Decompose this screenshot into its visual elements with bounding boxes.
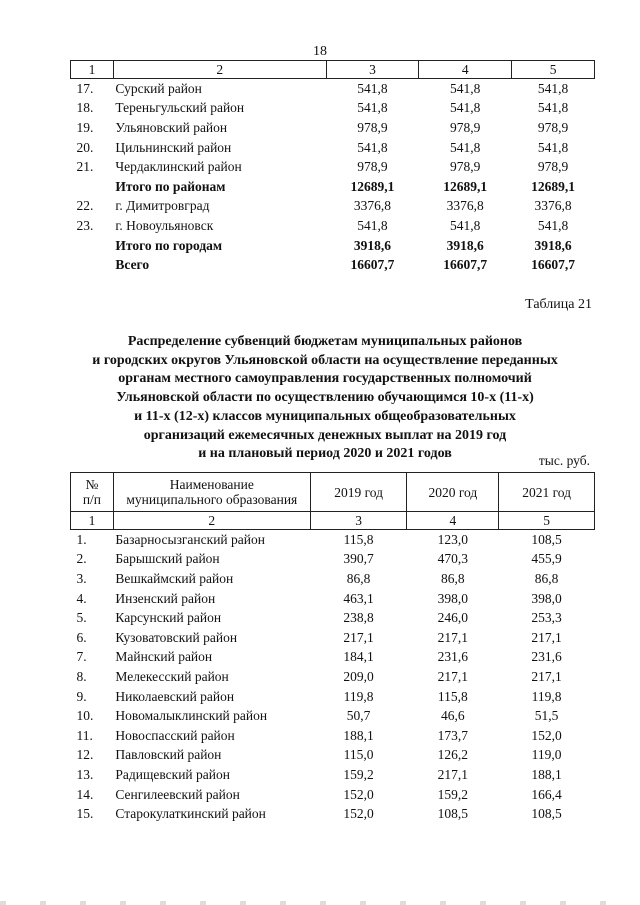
row-value-1: 188,1 <box>343 727 374 743</box>
row-value-3: 51,5 <box>534 708 559 724</box>
row-name: Павловский район <box>115 747 222 763</box>
subvention-distribution-table <box>70 472 595 824</box>
continued-allocation-table <box>70 60 595 275</box>
header-number-line: п/п <box>82 492 102 507</box>
row-number: 17. <box>76 80 94 96</box>
table-row <box>71 157 595 177</box>
row-name: Сурский район <box>115 80 202 96</box>
page-number: 18 <box>313 44 327 59</box>
row-value-2: 115,8 <box>437 688 468 704</box>
table-row <box>71 648 595 668</box>
row-number: 12. <box>76 747 94 763</box>
row-value-1: 978,9 <box>357 119 388 135</box>
row-value-1: 12689,1 <box>350 178 395 194</box>
row-name: Новомалыклинский район <box>115 708 268 724</box>
row-value-1: 541,8 <box>357 217 388 233</box>
title-line: органам местного самоуправления государственных полномочий <box>118 371 532 387</box>
row-number: 4. <box>76 590 87 606</box>
row-value-1: 209,0 <box>343 668 374 684</box>
row-name: Майнский район <box>115 649 213 665</box>
table-row <box>71 746 595 766</box>
row-name: Базарносызганский район <box>115 531 265 547</box>
title-line: организаций ежемесячных денежных выплат на 2019 год <box>143 427 507 443</box>
row-number: 8. <box>76 668 87 684</box>
row-number: 11. <box>76 727 93 743</box>
units-label: тыс. руб. <box>538 453 590 468</box>
row-value-3: 119,8 <box>531 688 562 704</box>
row-number: 18. <box>76 100 94 116</box>
row-value-3: 455,9 <box>531 551 562 567</box>
row-name: Инзенский район <box>115 590 216 606</box>
table-row <box>71 236 595 256</box>
row-value-1: 16607,7 <box>350 257 395 273</box>
column-index: 4 <box>407 512 499 530</box>
column-index: 2 <box>113 512 310 530</box>
row-value-3: 217,1 <box>531 629 562 645</box>
title-line: Ульяновской области по осуществлению обучающимся 10-х (11-х) <box>116 390 534 406</box>
row-value-3: 253,3 <box>531 610 562 626</box>
row-value-3: 108,5 <box>531 806 562 822</box>
row-number: 19. <box>76 119 94 135</box>
table-row <box>71 530 595 550</box>
row-name: Чердаклинский район <box>115 159 242 175</box>
header-name-line: Наименование <box>169 477 254 492</box>
row-value-2: 12689,1 <box>443 178 488 194</box>
row-value-1: 390,7 <box>343 551 374 567</box>
column-index-row <box>71 61 595 79</box>
row-number: 5. <box>76 610 87 626</box>
table-row <box>71 118 595 138</box>
column-index: 1 <box>71 512 114 530</box>
row-number: 1. <box>76 531 87 547</box>
table-header-row <box>71 473 595 512</box>
row-name: Барышский район <box>115 551 220 567</box>
row-value-3: 231,6 <box>531 649 562 665</box>
row-value-1: 541,8 <box>357 80 388 96</box>
header-year-2019: 2019 год <box>310 473 407 512</box>
row-value-2: 217,1 <box>437 766 469 782</box>
row-value-3: 217,1 <box>531 668 562 684</box>
header-year-2021: 2021 год <box>499 473 595 512</box>
title-line: и 11-х (12-х) классов муниципальных общеобразовательных <box>134 408 516 424</box>
table-row <box>71 706 595 726</box>
row-value-2: 46,6 <box>441 708 465 724</box>
row-name: Кузоватовский район <box>115 629 238 645</box>
row-value-1: 541,8 <box>357 100 388 116</box>
row-name: Карсунский район <box>115 610 222 626</box>
row-value-1: 152,0 <box>343 786 374 802</box>
row-value-2: 3376,8 <box>446 198 484 214</box>
table-row <box>71 785 595 805</box>
table-caption: Таблица 21 <box>525 297 592 312</box>
column-index: 5 <box>512 61 595 79</box>
table-row <box>71 138 595 158</box>
row-value-1: 152,0 <box>343 806 374 822</box>
row-value-3: 541,8 <box>537 217 569 233</box>
row-value-2: 123,0 <box>437 531 469 547</box>
table-row <box>71 99 595 119</box>
row-value-2: 541,8 <box>450 100 481 116</box>
row-value-3: 541,8 <box>537 100 569 116</box>
table-row <box>71 255 595 275</box>
row-value-3: 188,1 <box>531 766 562 782</box>
table-title <box>60 333 590 464</box>
row-number: 20. <box>76 139 94 155</box>
row-value-2: 108,5 <box>437 806 469 822</box>
row-value-3: 978,9 <box>537 159 569 175</box>
table-row <box>71 726 595 746</box>
table-row <box>71 79 595 99</box>
row-value-1: 217,1 <box>343 629 374 645</box>
row-value-1: 978,9 <box>357 159 388 175</box>
header-name <box>113 473 310 512</box>
row-value-2: 3918,6 <box>446 237 484 253</box>
row-value-1: 50,7 <box>346 708 371 724</box>
row-name: Новоспасский район <box>115 727 235 743</box>
row-value-1: 159,2 <box>343 766 374 782</box>
row-value-2: 246,0 <box>437 610 469 626</box>
row-number: 6. <box>76 629 87 645</box>
row-value-3: 16607,7 <box>531 257 575 273</box>
row-value-1: 184,1 <box>343 649 374 665</box>
row-value-2: 541,8 <box>450 80 481 96</box>
row-name: Николаевский район <box>115 688 235 704</box>
table-row <box>71 804 595 824</box>
row-number: 14. <box>76 786 94 802</box>
row-value-2: 541,8 <box>450 217 481 233</box>
row-number: 7. <box>76 649 87 665</box>
row-value-3: 108,5 <box>531 531 562 547</box>
row-value-2: 231,6 <box>437 649 469 665</box>
row-value-1: 238,8 <box>343 610 374 626</box>
row-value-1: 463,1 <box>343 590 374 606</box>
row-number: 13. <box>76 766 94 782</box>
row-value-3: 86,8 <box>534 570 559 586</box>
title-line: и на плановый период 2020 и 2021 годов <box>198 446 452 462</box>
row-number: 10. <box>76 708 94 724</box>
column-index: 1 <box>71 61 114 79</box>
row-number: 2. <box>76 551 87 567</box>
header-number <box>71 473 114 512</box>
row-value-2: 159,2 <box>437 786 469 802</box>
row-value-3: 978,9 <box>537 119 569 135</box>
row-name: Вешкаймский район <box>115 570 234 586</box>
row-value-1: 86,8 <box>346 570 371 586</box>
row-value-1: 115,0 <box>343 747 374 763</box>
row-value-3: 3376,8 <box>534 198 572 214</box>
row-value-3: 119,0 <box>531 747 562 763</box>
row-number: 15. <box>76 806 94 822</box>
title-line: Распределение субвенций бюджетам муниципальных районов <box>127 334 523 349</box>
row-value-1: 3918,6 <box>353 237 392 253</box>
row-value-3: 3918,6 <box>534 237 572 253</box>
header-name-line: муниципального образования <box>126 492 298 507</box>
row-number: 23. <box>76 217 94 233</box>
row-value-2: 978,9 <box>450 119 481 135</box>
row-number: 3. <box>76 570 87 586</box>
row-name: Ульяновский район <box>115 119 228 135</box>
table-row <box>71 765 595 785</box>
column-index: 3 <box>310 512 407 530</box>
row-name: г. Новоульяновск <box>115 217 214 233</box>
row-name: Мелекесский район <box>115 668 229 684</box>
header-number-line: № <box>85 477 99 492</box>
row-name: Старокулаткинский район <box>115 806 266 822</box>
row-number: 22. <box>76 198 94 214</box>
table-row <box>71 628 595 648</box>
row-name: Тереньгульский район <box>115 100 245 116</box>
row-name: Итого по городам <box>115 237 223 253</box>
title-line: и городских округов Ульяновской области на осуществление переданных <box>92 352 558 368</box>
row-name: Радищевский район <box>115 766 230 782</box>
row-value-1: 119,8 <box>343 688 374 704</box>
table-row <box>71 589 595 609</box>
row-value-2: 217,1 <box>437 668 469 684</box>
row-value-1: 115,8 <box>343 531 374 547</box>
table-row <box>71 216 595 236</box>
row-number: 9. <box>76 688 87 704</box>
row-name: Цильнинский район <box>115 139 232 155</box>
table-row <box>71 687 595 707</box>
column-index: 4 <box>419 61 512 79</box>
row-value-2: 16607,7 <box>443 257 488 273</box>
table-row <box>71 197 595 217</box>
column-index: 2 <box>113 61 326 79</box>
row-value-2: 86,8 <box>441 570 465 586</box>
row-value-2: 470,3 <box>437 551 469 567</box>
table-row <box>71 550 595 570</box>
column-index-row <box>71 512 595 530</box>
row-value-2: 398,0 <box>437 590 469 606</box>
row-value-3: 152,0 <box>531 727 562 743</box>
column-index: 5 <box>499 512 595 530</box>
row-value-2: 173,7 <box>437 727 469 743</box>
column-index: 3 <box>326 61 419 79</box>
row-name: Сенгилеевский район <box>115 786 240 802</box>
row-name: Всего <box>115 257 150 273</box>
row-value-3: 541,8 <box>537 80 569 96</box>
table-row <box>71 608 595 628</box>
row-number <box>71 236 114 256</box>
row-value-2: 978,9 <box>450 159 481 175</box>
row-value-2: 541,8 <box>450 139 481 155</box>
row-value-3: 398,0 <box>531 590 562 606</box>
row-value-2: 217,1 <box>437 629 469 645</box>
table-row <box>71 667 595 687</box>
row-value-3: 541,8 <box>537 139 569 155</box>
row-value-3: 166,4 <box>531 786 562 802</box>
header-year-2020: 2020 год <box>407 473 499 512</box>
row-number: 21. <box>76 159 94 175</box>
table-row <box>71 177 595 197</box>
row-value-3: 12689,1 <box>531 178 575 194</box>
row-number <box>71 255 114 275</box>
table-row <box>71 569 595 589</box>
row-number <box>71 177 114 197</box>
row-value-1: 3376,8 <box>353 198 392 214</box>
row-name: Итого по районам <box>115 178 226 194</box>
scan-edge-artifact <box>0 901 640 905</box>
row-value-2: 126,2 <box>437 747 469 763</box>
row-value-1: 541,8 <box>357 139 388 155</box>
row-name: г. Димитровград <box>115 198 210 214</box>
